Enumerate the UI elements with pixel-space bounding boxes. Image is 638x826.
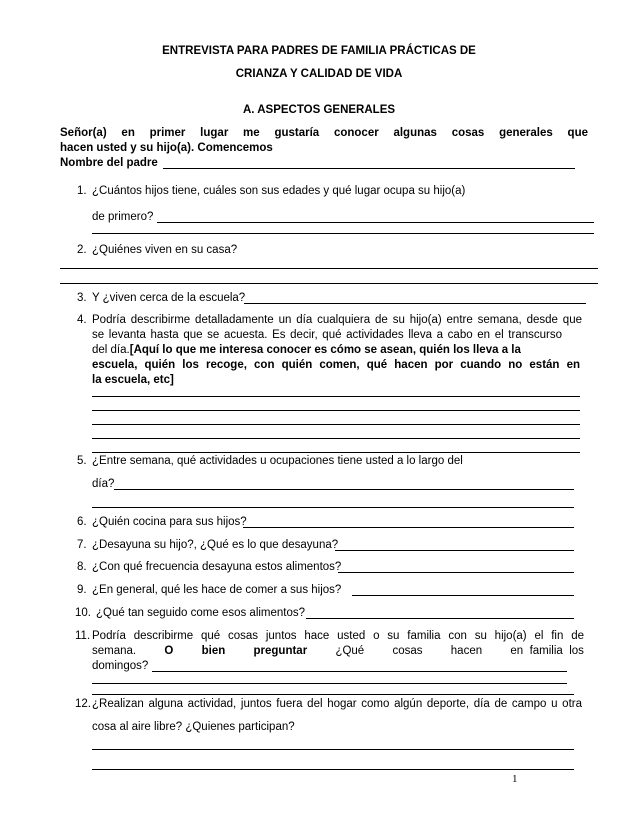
q4-text-line3-bold: [Aquí lo que me interesa conocer es cómo se asean, quién los lleva a la bbox=[129, 344, 521, 356]
q2-text-line1: ¿Quiénes viven en su casa? bbox=[92, 244, 238, 256]
q6-answer-line[interactable] bbox=[243, 527, 574, 528]
q4-answer-line-4[interactable] bbox=[92, 438, 580, 439]
q4-text-line4: escuela, quién los recoge, con quién comen, qué hacen por cuando no están en bbox=[92, 359, 580, 371]
q5-answer-line-1[interactable] bbox=[114, 489, 574, 490]
q11-word-bien: bien bbox=[201, 645, 226, 657]
q1-text-line2: de primero? bbox=[92, 211, 154, 223]
q10-number: 10. bbox=[75, 607, 91, 619]
q12-answer-line-1[interactable] bbox=[92, 749, 574, 750]
document-title-line2: CRIANZA Y CALIDAD DE VIDA bbox=[235, 68, 403, 80]
q11-word-preguntar: preguntar bbox=[253, 645, 308, 657]
parent-name-field[interactable] bbox=[163, 168, 575, 169]
q4-text-line3 bbox=[92, 343, 582, 358]
q1-answer-line-2[interactable] bbox=[92, 233, 594, 234]
q8-number: 8. bbox=[77, 561, 87, 573]
q4-text-line2: se levanta hasta que se acuesta. Es decir, qué actividades lleva a cabo en el transcurso bbox=[92, 329, 562, 341]
q4-number: 4. bbox=[77, 314, 87, 326]
q1-number: 1. bbox=[77, 185, 87, 197]
parent-name-text: Nombre del padre bbox=[60, 157, 158, 169]
q5-text-line2: día? bbox=[92, 478, 115, 490]
q11-answer-line-1[interactable] bbox=[152, 671, 567, 672]
q9-answer-line[interactable] bbox=[352, 595, 574, 596]
q5-answer-line-2[interactable] bbox=[92, 507, 574, 508]
q9-text-line1: ¿En general, qué les hace de comer a sus hijos? bbox=[92, 584, 342, 596]
q10-answer-line[interactable] bbox=[306, 618, 574, 619]
q11-number: 11. bbox=[75, 630, 91, 642]
q4-answer-line-5[interactable] bbox=[92, 452, 580, 453]
q6-text-line1: ¿Quién cocina para sus hijos? bbox=[92, 516, 247, 528]
q11-word-o: O bbox=[164, 645, 174, 657]
q11-word-hacen: hacen bbox=[450, 645, 483, 657]
q10-text-line1: ¿Qué tan seguido come esos alimentos? bbox=[96, 607, 306, 619]
q5-text-line1: ¿Entre semana, qué actividades u ocupaciones tiene usted a lo largo del bbox=[92, 455, 463, 467]
q12-answer-line-2[interactable] bbox=[92, 769, 574, 770]
q3-text-line1: Y ¿viven cerca de la escuela? bbox=[92, 292, 246, 304]
document-title-line1: ENTREVISTA PARA PADRES DE FAMILIA PRÁCTICAS DE bbox=[162, 45, 476, 57]
q5-number: 5. bbox=[77, 455, 87, 467]
intro-line2: hacen usted y su hijo(a). Comencemos bbox=[60, 142, 273, 154]
q4-text-line3-normal: del día. bbox=[92, 344, 130, 356]
q2-answer-line-2[interactable] bbox=[60, 283, 598, 284]
q4-text-line5: la escuela, etc] bbox=[92, 374, 174, 386]
q12-text-line2: cosa al aire libre? ¿Quienes participan? bbox=[92, 721, 295, 733]
q3-number: 3. bbox=[77, 292, 87, 304]
q11-answer-line-2[interactable] bbox=[92, 683, 567, 684]
q7-answer-line[interactable] bbox=[335, 550, 574, 551]
q2-answer-line-1[interactable] bbox=[60, 268, 598, 269]
q1-text-line1: ¿Cuántos hijos tiene, cuáles son sus edades y qué lugar ocupa su hijo(a) bbox=[92, 185, 466, 197]
q12-number: 12. bbox=[75, 698, 91, 710]
q11-word-cosas: cosas bbox=[392, 645, 423, 657]
q7-text-line1: ¿Desayuna su hijo?, ¿Qué es lo que desayuna? bbox=[92, 539, 339, 551]
q11-answer-line-3[interactable] bbox=[92, 694, 574, 695]
q1-answer-line-1[interactable] bbox=[157, 222, 594, 223]
q12-text-line1: ¿Realizan alguna actividad, juntos fuera del hogar como algún deporte, día de campo u otra bbox=[92, 698, 582, 710]
q4-text-line1: Podría describirme detalladamente un día cualquiera de su hijo(a) entre semana, desde que bbox=[92, 314, 582, 326]
section-heading: A. ASPECTOS GENERALES bbox=[242, 104, 396, 116]
q11-text-line1: Podría describirme qué cosas juntos hace usted o su familia con su hijo(a) el fin de bbox=[92, 630, 584, 642]
q7-number: 7. bbox=[77, 539, 87, 551]
q6-number: 6. bbox=[77, 516, 87, 528]
q4-answer-line-2[interactable] bbox=[92, 410, 580, 411]
q4-answer-line-1[interactable] bbox=[92, 396, 580, 397]
q11-word-en-familia: en familia los bbox=[510, 645, 584, 657]
q11-word-semana: semana. bbox=[92, 645, 137, 657]
q11-text-line3: domingos? bbox=[92, 660, 149, 672]
page-number: 1 bbox=[512, 773, 518, 785]
q2-number: 2. bbox=[77, 244, 87, 256]
q11-text-line2 bbox=[92, 644, 584, 659]
q3-answer-line[interactable] bbox=[244, 303, 586, 304]
q11-word-que: ¿Qué bbox=[335, 645, 365, 657]
intro-line1: Señor(a) en primer lugar me gustaría conocer algunas cosas generales que bbox=[60, 127, 588, 139]
q9-number: 9. bbox=[77, 584, 87, 596]
q4-answer-line-3[interactable] bbox=[92, 424, 580, 425]
q8-answer-line[interactable] bbox=[338, 572, 574, 573]
q8-text-line1: ¿Con qué frecuencia desayuna estos alimentos? bbox=[92, 561, 342, 573]
